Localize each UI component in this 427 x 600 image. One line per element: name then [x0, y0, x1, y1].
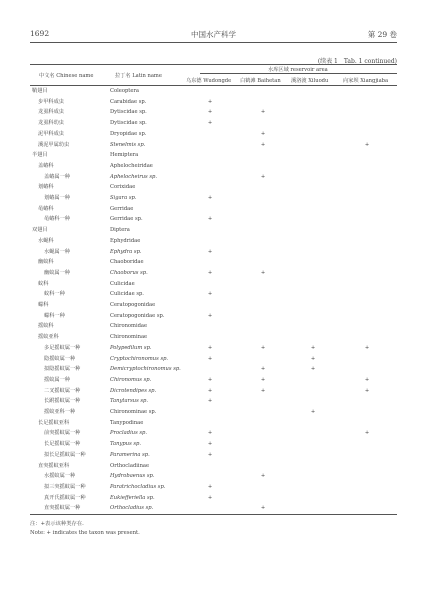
presence-mark: +	[260, 344, 266, 351]
row-chinese-name: 划蝽属一种	[44, 195, 70, 201]
table-row	[30, 472, 397, 481]
table-row	[30, 162, 397, 171]
table-row	[30, 429, 397, 438]
row-latin-name: Dytiscidae sp.	[110, 120, 147, 127]
table-row	[30, 151, 397, 160]
presence-mark: +	[260, 109, 266, 116]
table-top-rule	[30, 64, 397, 65]
presence-mark: +	[207, 451, 213, 458]
table-row	[30, 483, 397, 492]
presence-mark: +	[207, 109, 213, 116]
table-continued-caption: (续表 1 Tab. 1 continued)	[317, 58, 397, 65]
row-chinese-name: 水蝇科	[38, 237, 54, 244]
presence-mark: +	[207, 120, 213, 127]
row-chinese-name: 黾蝽科	[38, 205, 54, 212]
row-chinese-name: 盖蝽属一种	[44, 173, 70, 180]
row-latin-name: Ephydridae	[110, 237, 141, 244]
row-chinese-name: 步甲科成虫	[38, 98, 64, 105]
header-rule	[30, 42, 397, 43]
column-header-chinese-name: 中文名 Chinese name	[39, 73, 94, 79]
row-chinese-name: 黾蝽科一种	[44, 216, 70, 223]
table-row	[30, 451, 397, 460]
table-row	[30, 258, 397, 267]
presence-mark: +	[207, 441, 213, 448]
row-latin-name: Hydrobaenus sp.	[110, 473, 155, 480]
running-header	[30, 29, 397, 41]
row-latin-name: Tanypodinae	[110, 419, 144, 426]
presence-mark: +	[260, 473, 266, 480]
table-row	[30, 87, 397, 96]
table-row	[30, 462, 397, 471]
row-chinese-name: 多足摇蚊属一种	[44, 344, 81, 351]
table-row	[30, 440, 397, 449]
presence-mark: +	[207, 269, 213, 276]
table-row	[30, 333, 397, 342]
presence-mark: +	[207, 98, 213, 105]
presence-mark: +	[260, 376, 266, 383]
row-latin-name: Diptera	[110, 227, 130, 234]
area-header-xiangjiaba: 向家坝 Xiangjiaba	[343, 78, 389, 84]
table-row	[30, 269, 397, 278]
table-row	[30, 344, 397, 353]
row-latin-name: Chironomidae	[110, 323, 148, 330]
area-header-xiluodu: 溪洛渡 Xiluodu	[291, 78, 329, 84]
presence-mark: +	[364, 141, 370, 148]
row-latin-name: Demicryptochironomus sp.	[110, 366, 181, 373]
row-latin-name: Aphelocheiridae	[110, 162, 153, 169]
row-latin-name: Dryopidae sp.	[110, 130, 147, 137]
table-row	[30, 226, 397, 235]
journal-title: 中国水产科学	[191, 30, 236, 39]
presence-mark: +	[207, 387, 213, 394]
row-chinese-name: 半翅目	[32, 152, 48, 159]
table-row	[30, 504, 397, 513]
volume-label: 第 29 卷	[367, 30, 397, 39]
row-latin-name: Ceratopogonidae sp.	[110, 312, 165, 319]
table-row	[30, 301, 397, 310]
presence-mark: +	[260, 141, 266, 148]
row-latin-name: Gerridae sp.	[110, 216, 143, 223]
row-latin-name: Chironominae sp.	[110, 409, 157, 415]
presence-mark: +	[207, 494, 213, 501]
area-header-wudongde: 乌东德 Wudongde	[186, 78, 232, 84]
presence-mark: +	[260, 387, 266, 394]
row-latin-name: Aphelocheirus sp.	[110, 173, 157, 180]
row-chinese-name: 拟长足摇蚊属一种	[44, 451, 86, 458]
row-chinese-name: 蚊科	[38, 280, 49, 287]
table-row	[30, 119, 397, 128]
presence-mark: +	[364, 344, 370, 351]
table-row	[30, 141, 397, 150]
row-latin-name: Tanytarsus sp.	[110, 398, 149, 405]
table-row	[30, 290, 397, 299]
table-row	[30, 248, 397, 257]
row-latin-name: Ephydra sp.	[110, 248, 142, 255]
table-row	[30, 312, 397, 321]
row-latin-name: Ceratopogonidae	[110, 302, 156, 308]
presence-mark: +	[260, 366, 266, 373]
row-chinese-name: 拟隐摇蚊属一种	[44, 366, 81, 373]
presence-mark: +	[260, 130, 266, 137]
table-row	[30, 173, 397, 182]
row-latin-name: Dicrotendipes sp.	[110, 387, 157, 394]
presence-mark: +	[260, 505, 266, 512]
table-row	[30, 419, 397, 428]
table-row	[30, 408, 397, 417]
table-row	[30, 494, 397, 503]
row-chinese-name: 水摇蚊属一种	[44, 473, 76, 480]
table-row	[30, 183, 397, 192]
presence-mark: +	[207, 398, 213, 405]
row-chinese-name: 蠓科一种	[44, 312, 65, 319]
row-chinese-name: 蚊科一种	[44, 291, 65, 298]
row-latin-name: Cryptochironomus sp.	[110, 355, 169, 362]
row-latin-name: Chironominae	[110, 334, 148, 341]
row-latin-name: Paramerina sp.	[110, 451, 150, 458]
row-chinese-name: 蠓科	[38, 302, 49, 308]
row-latin-name: Chironomus sp.	[110, 376, 152, 383]
row-chinese-name: 前突摇蚊属一种	[44, 430, 81, 437]
row-chinese-name: 溪泥甲属幼虫	[38, 141, 70, 148]
table-row	[30, 355, 397, 364]
table-row	[30, 322, 397, 331]
row-chinese-name: 龙虱科成虫	[38, 109, 64, 116]
row-chinese-name: 摇蚊科	[38, 323, 54, 330]
row-latin-name: Chaoborus sp.	[110, 269, 148, 276]
row-latin-name: Dytiscidae sp.	[110, 109, 147, 116]
row-chinese-name: 鞘翅目	[32, 88, 48, 94]
row-chinese-name: 泥甲科成虫	[38, 130, 64, 137]
presence-mark: +	[310, 366, 316, 373]
table-row	[30, 194, 397, 203]
row-latin-name: Coleoptera	[110, 88, 139, 94]
table-notes	[30, 520, 140, 538]
row-chinese-name: 长足摇蚊属一种	[44, 441, 81, 448]
row-latin-name: Corixidae	[110, 184, 136, 191]
presence-mark: +	[364, 376, 370, 383]
table-row	[30, 205, 397, 214]
presence-mark: +	[207, 483, 213, 490]
row-latin-name: Sigara sp.	[110, 195, 137, 201]
presence-mark: +	[260, 173, 266, 180]
row-chinese-name: 水蝇属一种	[44, 248, 70, 255]
table-row	[30, 280, 397, 289]
presence-mark: +	[207, 344, 213, 351]
table-row	[30, 215, 397, 224]
row-latin-name: Orthocladiinae	[110, 462, 150, 469]
row-latin-name: Culicidae sp.	[110, 291, 144, 298]
row-chinese-name: 二叉摇蚊属一种	[44, 387, 81, 394]
row-chinese-name: 隐摇蚊属一种	[44, 355, 76, 362]
row-chinese-name: 直突摇蚊属一种	[44, 505, 81, 512]
row-latin-name: Stenelmis sp.	[110, 141, 146, 148]
area-header-baihetan: 白鹤滩 Baihetan	[240, 78, 281, 84]
presence-mark: +	[310, 409, 316, 415]
table-row	[30, 387, 397, 396]
table-header-rule	[30, 85, 397, 86]
page-number: 1692	[30, 29, 50, 38]
table-row	[30, 397, 397, 406]
row-chinese-name: 幽蚊科	[38, 259, 54, 266]
row-latin-name: Carabidae sp.	[110, 98, 147, 105]
column-header-latin-name: 拉丁名 Latin name	[115, 73, 162, 79]
row-latin-name: Hemiptera	[110, 152, 139, 159]
table-bottom-rule	[30, 514, 397, 515]
row-latin-name: Gerridae	[110, 205, 134, 212]
row-chinese-name: 长跗摇蚊属一种	[44, 398, 81, 405]
presence-mark: +	[260, 269, 266, 276]
row-latin-name: Chaoboridae	[110, 259, 144, 266]
row-latin-name: Culicidae	[110, 280, 135, 287]
table-row	[30, 108, 397, 117]
row-latin-name: Procladius sp.	[110, 430, 148, 437]
table-row	[30, 365, 397, 374]
presence-mark: +	[207, 355, 213, 362]
note-chinese: 注：+表示该种类存在.	[30, 521, 84, 527]
row-chinese-name: 摇蚊属一种	[44, 376, 70, 383]
presence-mark: +	[207, 216, 213, 223]
presence-mark: +	[310, 344, 316, 351]
table-row	[30, 98, 397, 107]
row-latin-name: Paratrichocladius sp.	[110, 483, 166, 490]
presence-mark: +	[310, 355, 316, 362]
row-chinese-name: 划蝽科	[38, 184, 54, 191]
row-chinese-name: 摇蚊亚科	[38, 334, 59, 341]
table-row	[30, 376, 397, 385]
presence-mark: +	[207, 291, 213, 298]
table-row	[30, 130, 397, 139]
row-chinese-name: 龙虱科幼虫	[38, 120, 64, 127]
presence-mark: +	[207, 312, 213, 319]
area-span-rule	[200, 73, 397, 74]
row-chinese-name: 真开氏摇蚊属一种	[44, 494, 86, 501]
row-latin-name: Orthocladius sp.	[110, 505, 154, 512]
presence-mark: +	[207, 430, 213, 437]
row-chinese-name: 幽蚊属一种	[44, 269, 70, 276]
column-header-reservoir-area: 水库区域 reservoir area	[268, 67, 328, 73]
row-chinese-name: 盖蝽科	[38, 162, 54, 169]
row-chinese-name: 摇蚊亚科一种	[44, 409, 76, 415]
row-chinese-name: 双翅目	[32, 227, 48, 234]
row-latin-name: Eukiefferiella sp.	[110, 494, 155, 501]
presence-mark: +	[207, 248, 213, 255]
presence-mark: +	[364, 387, 370, 394]
presence-mark: +	[207, 376, 213, 383]
row-chinese-name: 拟三突摇蚊属一种	[44, 483, 86, 490]
row-latin-name: Tanypus sp.	[110, 441, 142, 448]
presence-mark: +	[207, 195, 213, 201]
row-chinese-name: 直突摇蚊亚科	[38, 462, 70, 469]
note-english: Note: + indicates the taxon was present.	[30, 530, 140, 536]
row-latin-name: Polypedilum sp.	[110, 344, 152, 351]
row-chinese-name: 长足摇蚊亚科	[38, 419, 70, 426]
presence-mark: +	[364, 430, 370, 437]
table-row	[30, 237, 397, 246]
